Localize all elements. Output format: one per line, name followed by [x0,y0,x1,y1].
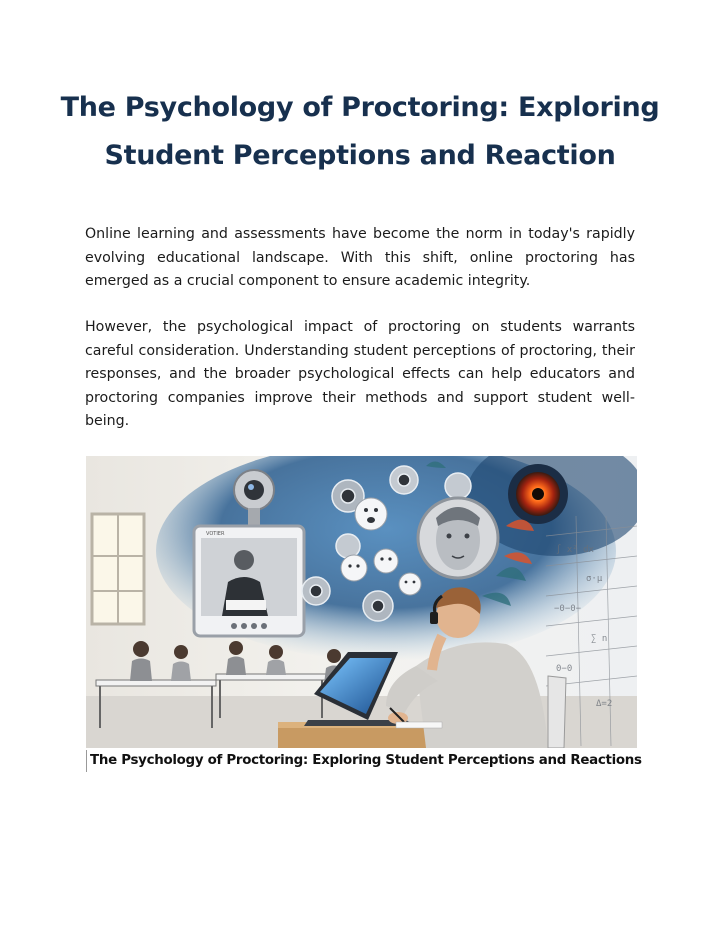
svg-text:Δ=2: Δ=2 [596,699,613,709]
svg-text:∑ n: ∑ n [591,634,608,644]
figure-caption: The Psychology of Proctoring: Exploring Student Perceptions and Reactions [86,750,641,772]
page-title: The Psychology of Proctoring: Exploring Student Perceptions and Reaction [60,92,660,171]
svg-text:0−0: 0−0 [556,664,573,674]
article-illustration [86,456,637,748]
svg-text:∫ x² dx: ∫ x² dx [556,545,594,555]
impact-paragraph: However, the psychological impact of proctoring on students warrants careful consideration. Understanding student perceptions of proctoring, their responses, and the broader psychological effects can help educators and proctoring companies improve their methods and support student well-being. [85,319,635,429]
svg-text:−0−0−: −0−0− [554,604,582,614]
intro-paragraph: Online learning and assessments have become the norm in today's rapidly evolving educational landscape. With this shift, online proctoring has emerged as a crucial component to ensure academic integrity. [85,226,635,289]
svg-text:VOTIER: VOTIER [206,531,225,537]
svg-text:σ·μ: σ·μ [586,574,603,584]
